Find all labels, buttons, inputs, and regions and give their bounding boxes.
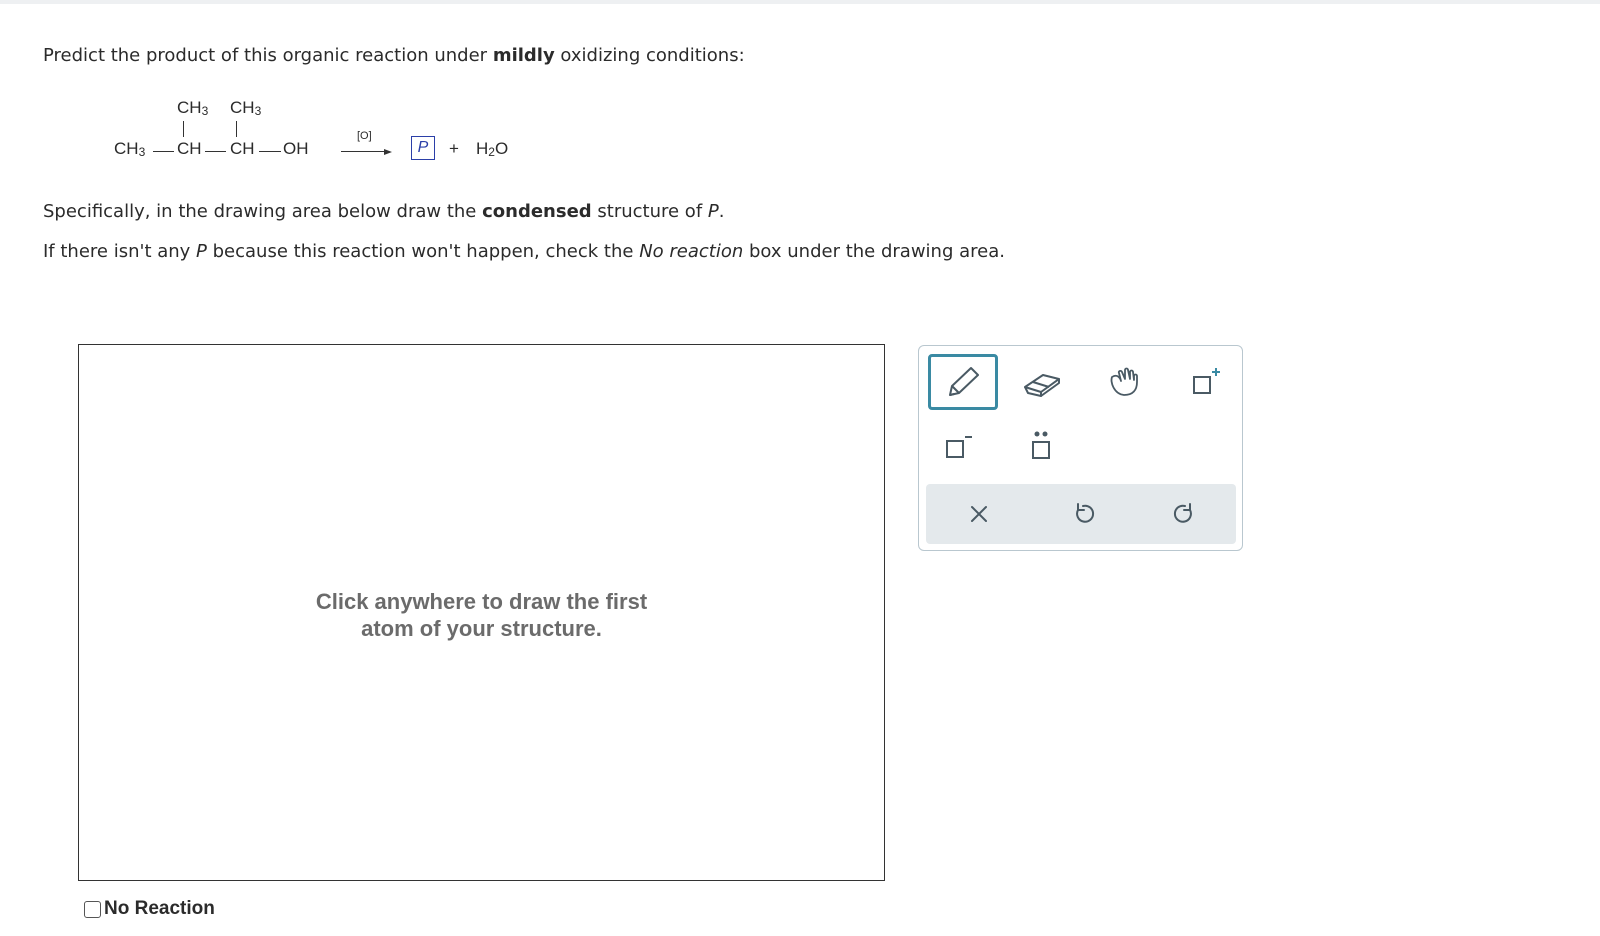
no-reaction-checkbox[interactable] bbox=[84, 901, 101, 918]
product-box: P bbox=[411, 136, 435, 160]
redo-icon bbox=[1172, 501, 1198, 527]
bond-3 bbox=[259, 151, 281, 152]
positive-charge-tool-button[interactable] bbox=[1169, 354, 1239, 410]
canvas-hint: Click anywhere to draw the first atom of your structure. bbox=[315, 589, 648, 641]
chain-carbon-3: CH bbox=[230, 139, 255, 158]
question-line-1: Predict the product of this organic reaction under mildly oxidizing conditions: bbox=[43, 45, 745, 66]
pencil-icon bbox=[943, 362, 983, 402]
drawing-toolbar bbox=[918, 345, 1243, 551]
no-reaction-option[interactable] bbox=[84, 898, 215, 920]
add-positive-charge-icon bbox=[1184, 365, 1224, 399]
question-line-3: If there isn't any P because this reaction won't happen, check the No reaction box under the drawing area. bbox=[43, 241, 1005, 262]
add-negative-charge-icon bbox=[937, 429, 977, 463]
lone-pair-icon bbox=[1021, 426, 1061, 466]
bond-2 bbox=[205, 151, 226, 152]
top-divider bbox=[0, 0, 1600, 4]
reagent-label: [O] bbox=[357, 130, 372, 142]
bond-branch-2 bbox=[236, 121, 237, 137]
chain-carbon-2: CH bbox=[177, 139, 202, 158]
arrow-head bbox=[384, 149, 392, 155]
question-line-2: Specifically, in the drawing area below draw the condensed structure of P. bbox=[43, 201, 725, 222]
methyl-branch-2: $CH_3$ bbox=[230, 98, 262, 118]
chain-start: $CH_3$ bbox=[114, 139, 146, 159]
clear-button[interactable] bbox=[944, 484, 1014, 544]
undo-button[interactable] bbox=[1048, 484, 1118, 544]
action-bar bbox=[926, 484, 1236, 544]
reaction-arrow bbox=[341, 151, 386, 152]
plus-sign: + bbox=[449, 139, 459, 158]
negative-charge-tool-button[interactable] bbox=[922, 418, 992, 474]
hydroxyl-group: OH bbox=[283, 139, 309, 158]
water-formula: $H_2O$ bbox=[476, 139, 509, 159]
redo-button[interactable] bbox=[1150, 484, 1220, 544]
move-tool-button[interactable] bbox=[1089, 354, 1159, 410]
eraser-tool-button[interactable] bbox=[1007, 354, 1077, 410]
undo-icon bbox=[1070, 501, 1096, 527]
drawing-canvas[interactable] bbox=[78, 344, 885, 881]
pencil-tool-button[interactable] bbox=[928, 354, 998, 410]
methyl-branch-1: $CH_3$ bbox=[177, 98, 209, 118]
no-reaction-label: No Reaction bbox=[104, 898, 215, 919]
bond-1 bbox=[153, 151, 174, 152]
reaction-scheme bbox=[0, 90, 560, 170]
hand-icon bbox=[1106, 364, 1142, 400]
bond-branch-1 bbox=[183, 121, 184, 137]
lone-pair-tool-button[interactable] bbox=[1006, 418, 1076, 474]
clear-icon bbox=[967, 502, 991, 526]
eraser-icon bbox=[1021, 365, 1063, 399]
